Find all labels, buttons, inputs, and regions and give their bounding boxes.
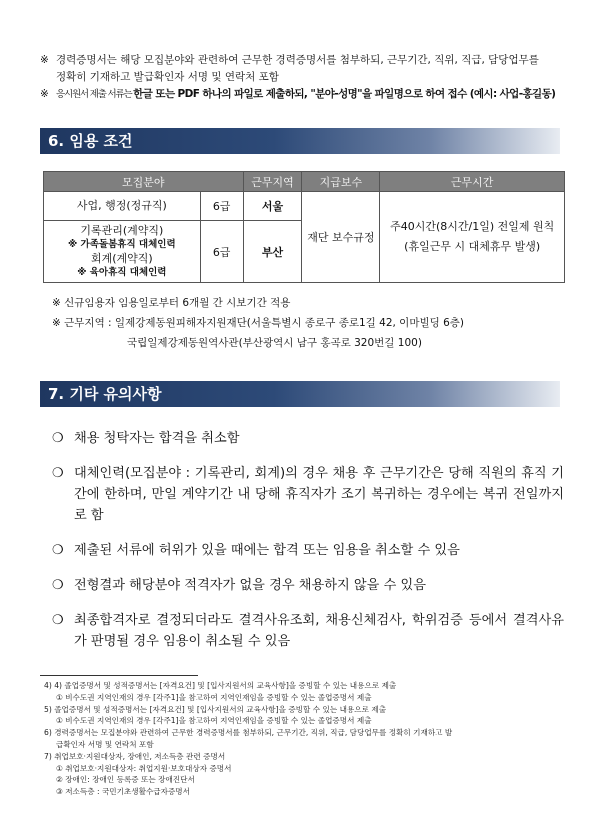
field-regular: 사업, 행정(정규직) [44,192,201,221]
footnote-5: 5) 졸업증명서 및 성적증명서는 [자격요건] 및 [입사지원서의 교육사항]을 증빙할 수 있는 내용으로 제출 [44,704,387,714]
list-item [52,575,564,596]
header-field: 모집분야 [44,172,244,192]
notice-list [52,428,564,666]
footnote-7: 7) 취업보호·지원대상자, 장애인, 저소득층 관련 증명서 [44,751,226,761]
notice-text: 전형결과 해당분야 적격자가 없을 경우 채용하지 않을 수 있음 [74,578,427,593]
footnote-6: 6) 경력증명서는 모집분야와 관련하여 근무한 경력증명서를 첨부하되, 근무기간, 직위, 직급, 담당업무를 정확히 기재하고 발 [44,728,453,738]
note-mark: ※ [40,54,49,66]
field-records: 기록관리(계약직) [80,223,164,237]
list-item [52,540,564,561]
employment-conditions-table [43,171,565,283]
footnotes [44,680,564,798]
probation-note: ※ 신규임용자 임용일로부터 6개월 간 시보기간 적용 [52,297,291,309]
bullet-circle-icon: ❍ [52,431,64,446]
list-item [52,610,564,652]
bullet-circle-icon: ❍ [52,466,64,481]
footnote-5-sub: ① 비수도권 지역인재의 경우 [각주1]을 참고하여 지역인재임을 증빙할 수 있는 졸업증명서 제출 [56,716,372,726]
notice-text: 최종합격자로 결정되더라도 결격사유조회, 채용신체검사, 학위검증 등에서 결격사유가 판명될 경우 임용이 취소될 수 있음 [74,613,564,649]
hours-cell [380,192,565,283]
footnote-7-sub-1: ① 취업보호·지원대상자: 취업지원·보호대상자 증명서 [56,763,232,773]
footnote-7-sub-2: ② 장애인: 장애인 등록증 또는 장애진단서 [56,775,195,785]
notice-text: 제출된 서류에 허위가 있을 때에는 합격 또는 임용을 취소할 수 있음 [74,543,460,558]
submission-note [56,86,555,103]
section-6-header: 6. 임용 조건 [40,128,560,154]
footnote-divider [40,675,198,676]
field-accounting: 회계(계약직) [90,251,153,265]
field-records-note: ※ 가족돌봄휴직 대체인력 [68,238,176,250]
bullet-circle-icon: ❍ [52,613,64,628]
section-7-header: 7. 기타 유의사항 [40,381,560,407]
hours-line-2: (휴일근무 시 대체휴무 발생) [404,240,541,253]
submission-note-bold: 한글 또는 PDF 하나의 파일로 제출하되, "분야-성명"을 파일명으로 하여 접수 (예시: 사업-홍길동) [133,88,556,100]
pay-cell: 재단 보수규정 [302,192,380,283]
career-cert-note-cont: 정확히 기재하고 발급확인자 서명 및 연락처 포함 [56,71,279,83]
notice-text: 대체인력(모집분야 : 기록관리, 회계)의 경우 채용 후 근무기간은 당해 직원의 휴직 기간에 한하며, 만일 계약기간 내 당해 휴직자가 조기 복귀하는 경우에는 복귀 전일까지로 함 [74,466,564,523]
footnote-4: 4) 4) 졸업증명서 및 성적증명서는 [자격요건] 및 [입사지원서의 교육사항]을 증빙할 수 있는 내용으로 제출 [44,681,397,690]
list-item [52,428,564,449]
header-hours: 근무시간 [380,172,565,192]
field-accounting-note: ※ 육아휴직 대체인력 [77,266,167,278]
hours-line-1: 주40시간(8시간/1일) 전일제 원칙 [390,220,555,233]
field-contract [44,221,201,283]
footnote-4-sub: ① 비수도권 지역인재의 경우 [각주1]을 참고하여 지역인재임을 증빙할 수 있는 졸업증명서 제출 [56,692,372,702]
submission-note-plain: 응시원서 제출 서류는 [56,89,134,100]
top-notes [40,52,569,103]
footnote-6-cont: 급확인자 서명 및 연락처 포함 [56,739,154,749]
bullet-circle-icon: ❍ [52,578,64,593]
footnote-7-sub-3: ③ 저소득층 : 국민기초생활수급자증명서 [56,787,190,797]
header-pay: 지급보수 [302,172,380,192]
region-busan: 부산 [243,221,302,283]
grade-regular: 6급 [200,192,243,221]
career-cert-note: 경력증명서는 해당 모집분야와 관련하여 근무한 경력증명서를 첨부하되, 근무기간, 직위, 직급, 담당업무를 [56,54,539,66]
bullet-circle-icon: ❍ [52,543,64,558]
grade-contract: 6급 [200,221,243,283]
notice-text: 채용 청탁자는 합격을 취소함 [74,431,240,446]
note-mark: ※ [40,88,49,100]
list-item [52,463,564,526]
work-location-note: ※ 근무지역 : 일제강제동원피해자지원재단(서울특별시 종로구 종로1길 42, 이마빌딩 6층) [52,317,465,329]
work-location-note-2: 국립일제강제동원역사관(부산광역시 남구 홍곡로 320번길 100) [127,337,422,349]
section-6-notes [52,293,464,353]
region-seoul: 서울 [243,192,302,221]
header-region: 근무지역 [243,172,302,192]
